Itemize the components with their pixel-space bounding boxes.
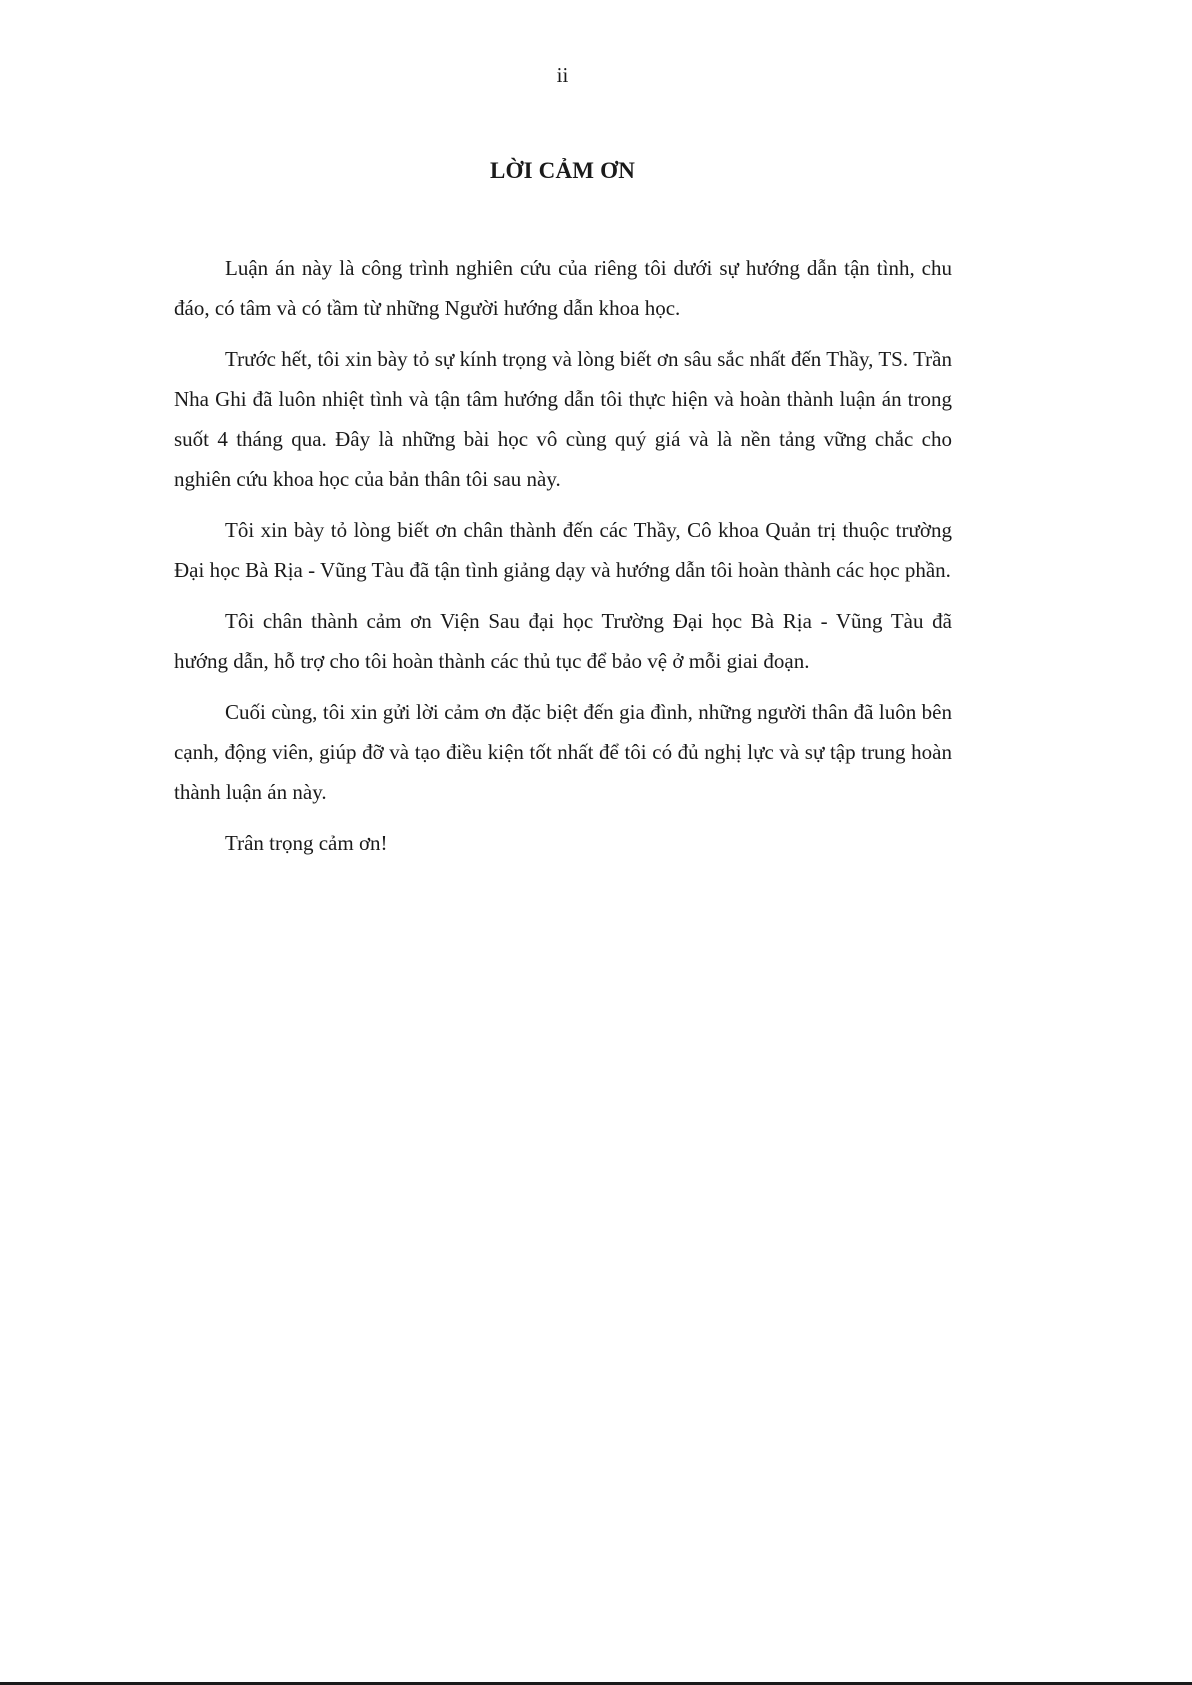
paragraph-2: Trước hết, tôi xin bày tỏ sự kính trọng và lòng biết ơn sâu sắc nhất đến Thầy, TS. Trần Nha Ghi đã luôn nhiệt tình và tận tâm hướng dẫn tôi thực hiện và hoàn thành luận án trong suốt 4 tháng qua. Đây là những bài học vô cùng quý giá và là nền tảng vững chắc cho nghiên cứu khoa học của bản thân tôi sau này. [174,347,952,491]
page-title: LỜI CẢM ƠN [489,158,636,183]
acknowledgement-body [174,248,952,874]
closing-line: Trân trọng cảm ơn! [225,831,388,855]
paragraph-1: Luận án này là công trình nghiên cứu của riêng tôi dưới sự hướng dẫn tận tình, chu đáo, có tâm và có tầm từ những Người hướng dẫn khoa học. [174,256,952,320]
paragraph-3: Tôi xin bày tỏ lòng biết ơn chân thành đến các Thầy, Cô khoa Quản trị thuộc trường Đại học Bà Rịa - Vũng Tàu đã tận tình giảng dạy và hướng dẫn tôi hoàn thành các học phần. [174,518,952,582]
page-number: ii [556,63,569,87]
paragraph-5: Cuối cùng, tôi xin gửi lời cảm ơn đặc biệt đến gia đình, những người thân đã luôn bên cạnh, động viên, giúp đỡ và tạo điều kiện tốt nhất để tôi có đủ nghị lực và sự tập trung hoàn thành luận án này. [174,700,952,804]
paragraph-4: Tôi chân thành cảm ơn Viện Sau đại học Trường Đại học Bà Rịa - Vũng Tàu đã hướng dẫn, hỗ trợ cho tôi hoàn thành các thủ tục để bảo vệ ở mỗi giai đoạn. [174,609,952,673]
